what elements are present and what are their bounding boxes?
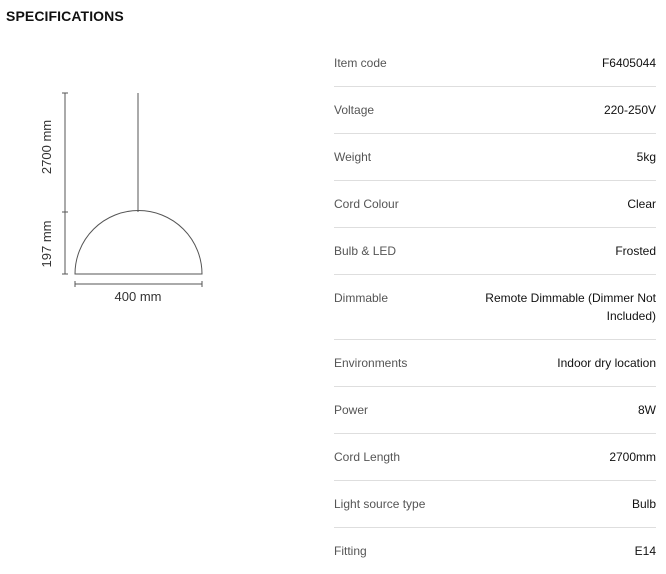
specifications-table (334, 40, 656, 574)
spec-value: F6405044 (601, 56, 656, 70)
spec-row (334, 134, 656, 181)
spec-value: 2700mm (609, 450, 656, 464)
spec-value: Clear (627, 197, 656, 211)
spec-row (334, 181, 656, 228)
spec-row (334, 387, 656, 434)
spec-value: 220-250V (603, 103, 656, 117)
spec-label: Cord Length (334, 450, 401, 464)
spec-label: Bulb & LED (334, 244, 397, 258)
spec-value: Remote Dimmable (Dimmer Not Included) (485, 291, 656, 323)
pendant-dimension-diagram (0, 0, 320, 320)
spec-label: Cord Colour (334, 197, 399, 211)
spec-value: Bulb (631, 497, 656, 511)
spec-label: Power (334, 403, 369, 417)
spec-row (334, 434, 656, 481)
spec-value: Frosted (615, 244, 656, 258)
spec-label: Dimmable (334, 291, 389, 305)
spec-label: Item code (334, 56, 387, 70)
spec-row (334, 228, 656, 275)
spec-row (334, 481, 656, 528)
page-title: SPECIFICATIONS (6, 8, 124, 24)
spec-value: E14 (634, 544, 656, 558)
spec-label: Environments (334, 356, 408, 370)
spec-label: Voltage (334, 103, 375, 117)
cord-height-label: 2700 mm (39, 119, 54, 175)
shade-height-label: 197 mm (39, 220, 54, 268)
spec-row (334, 340, 656, 387)
spec-value: 5kg (636, 150, 656, 164)
spec-label: Light source type (334, 497, 426, 511)
spec-label: Fitting (334, 544, 367, 558)
width-label: 400 mm (114, 289, 162, 304)
spec-value: Indoor dry location (557, 356, 656, 370)
spec-label: Weight (334, 150, 372, 164)
spec-value: 8W (638, 403, 656, 417)
shade-outline (75, 211, 202, 274)
spec-row (334, 40, 656, 87)
spec-row (334, 275, 656, 340)
spec-row (334, 528, 656, 574)
spec-row (334, 87, 656, 134)
